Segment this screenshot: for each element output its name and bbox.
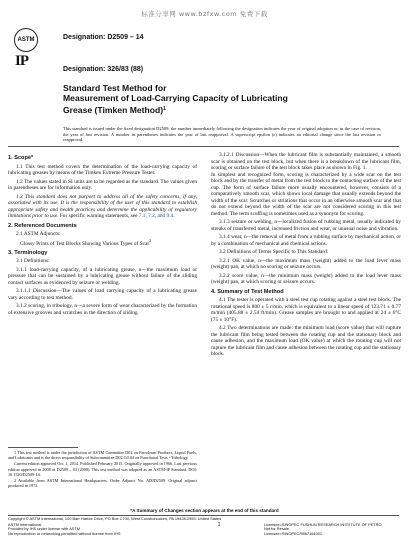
- footer-mid-line-2: Not for Resale: [264, 526, 289, 532]
- ip-designation: Designation: 326/83 (88): [63, 66, 144, 73]
- footer-provider-block: [8, 523, 158, 537]
- summary-of-changes-note: *A Summary of Changes section appears at the end of this standard: [130, 508, 279, 513]
- footer-left-line-3: No reproduction or networking permitted without license from IHS: [8, 530, 121, 536]
- title-line-2: Measurement of Load-Carrying Capacity of Lubricating: [63, 93, 288, 104]
- para-1-3: [8, 194, 197, 220]
- footer-licensee-block: [264, 523, 399, 537]
- para-3-2-1: 3.2.1 OK value, n—the maximum mass (weight) added to the load lever mass (weight) pan, at which no scoring or seizure occurs.: [211, 257, 401, 270]
- watermark: 标准分享网 www.bzfxw.com 免费下载: [141, 10, 268, 18]
- footnote-2: 2 Available from ASTM International Headquarters. Order Adjunct No. ADJD2509. Original adjunct produced in 1972.: [8, 478, 197, 489]
- footer-left-line-1: ASTM International: [8, 521, 42, 527]
- adjunct-text: Glossy Prints of Test Blocks Showing Various Types of Scar: [20, 240, 150, 247]
- footnote-rule: [8, 447, 78, 448]
- title-footnote-mark: 1: [163, 105, 166, 112]
- para-3-1-2-1: 3.1.2.1 Discussion—When the lubricant film is substantially maintained, a smooth scar is obtained on the test block, but when there is a breakdown of the lubricant film, scoring or surface failure of the test block takes place as shown in Fig. 1.: [211, 152, 401, 171]
- para-3-1-4: 3.1.4 wear, n—the removal of metal from a rubbing surface by mechanical action, or by a combination of mechanical and chemical actions.: [211, 234, 401, 247]
- section-4-heading: 4. Summary of Test Method: [211, 288, 284, 295]
- para-1-2: 1.2 The values stated in SI units are to be regarded as the standard. The values given in parentheses are for information only.: [8, 178, 197, 191]
- warning-links[interactable]: 7.1, 7.2, and 9.4.: [138, 213, 175, 219]
- para-1-3-warning: For specific warning statements, see: [59, 213, 138, 219]
- para-4-1: 4.1 The tester is operated with a steel test cup rotating against a steel test block. The rotational speed is 800 ± 5 r/min, which is equivalent to a linear speed of 123.71 ± 0.77 m/min (405.88 ± 2.54 ft/min). Grease samples are brought to and applied at 24 ± 6°C (75 ± 10°F).: [211, 297, 401, 323]
- right-column: [211, 152, 401, 358]
- title-line-1: Standard Test Method for: [63, 83, 167, 93]
- title-line-3: Grease (Timken Method): [63, 104, 164, 115]
- page-number: 1: [217, 521, 221, 528]
- para-3-2-2: 3.2.2 score value, n—the minimum mass (weight) added to the load lever mass (weight) pan, at which scoring or seizure occurs.: [211, 272, 401, 285]
- left-column: [8, 152, 197, 316]
- footer-copyright: Copyright © ASTM International, 100 Barr Harbor Drive, PO Box C700, West Conshohocken, PA 19428-2959. United States: [8, 516, 222, 521]
- adjunct-item: [8, 238, 197, 247]
- header-rule: [8, 146, 399, 147]
- footnote-1: 1 This test method is under the jurisdiction of ASTM Committee D02 on Petroleum Products, Liquid Fuels, and Lubricants and is the direct responsibility of Subcommittee D02.G0.04 on Functional Tests - Tribology.: [8, 450, 197, 461]
- para-1-3-text: 1.3 This standard does not purport to address all of the safety concerns, if any, associated with its use. It is the responsibility of the user of this standard to establish appropriate safety and health practices and determine the applicability of regulatory limitations prior to use.: [8, 193, 197, 219]
- footnotes: [8, 450, 197, 489]
- issue-notice: This standard is issued under the fixed designation D2509; the number immediately following the designation indicates the year of original adoption or, in the case of revision, the year of last revision. A number in parentheses indicates the year of last reapproval. A superscript epsilon (ε) indicates an editorial change since the last revision or reapproval.: [63, 126, 381, 143]
- para-3-1-3: 3.1.3 seizure or welding, n—localized fusion of rubbing metal, usually indicated by streaks of transferred metal, increased friction and wear, or unusual noise and vibration.: [211, 219, 401, 232]
- para-3-1-1: 3.1.1 load-carrying capacity, of a lubricating grease, n—the maximum load or pressure that can be sustained by a lubricating grease without failure of the sliding contact surfaces as evidenced by seizure or welding.: [8, 266, 197, 286]
- para-3-1-2: 3.1.2 scoring, in tribology, n—a severe form of wear characterized by the formation of extensive grooves and scratches in the direction of sliding.: [8, 303, 197, 316]
- document-title: [63, 83, 363, 115]
- footnote-1-edition: Current edition approved Oct. 1, 2014. Published February 2015. Originally approved in 1966. Last previous edition approved in 2008 as D2509 – 03 (2008). This test method was adopted as an ASTM-IP Standard. DOI: 10.1520/D2509-14.: [8, 461, 197, 477]
- footer-mid-line-1: Licensee=SINOPEC FUSHUN RESEARCH INSTITUTE OF PETRO: [264, 521, 382, 527]
- ip-logo: IP: [15, 53, 28, 69]
- para-3-1: 3.1 Definitions:: [16, 258, 50, 265]
- para-1-1: 1.1 This test method covers the determination of the load-carrying capacity of lubricating greases by means of the Timken Extreme Pressure Tester.: [8, 163, 197, 176]
- para-4-2: 4.2 Two determinations are made: the minimum load (score value) that will rupture the lubricant film being tested between the rotating cup and the stationary block and cause adhesion, and the maximum load (OK value) at which the rotating cup will not rupture the lubricant film and cause adhesion between the rotating cup and the stationary block.: [211, 325, 401, 357]
- section-1-heading: 1. Scope*: [8, 155, 34, 161]
- section-3-heading: 3. Terminology: [8, 249, 48, 256]
- footer-left-line-2: Provided by IHS under license with ASTM: [8, 526, 81, 532]
- para-2-1: 2.1 ASTM Adjuncts:: [16, 231, 61, 237]
- para-3-1-1-1: 3.1.1.1 Discussion—The values of load carrying capacity of a lubricating grease vary according to test method.: [8, 288, 197, 301]
- para-3-1-2-1-cont: In simplest and recognized form, scoring is characterized by a wide scar on the test block and by the transfer of metal from the test block to the contacting surface of the test cup. The form of surface failure more usually encountered, however, consists of a comparatively smooth scar, which shows local damage that usually extends beyond the width of the scar. Scratches or striations that occur in an otherwise smooth scar and that do not extend beyond the width of the scar are not considered scoring in this test method. The term scuffing is sometimes used as a synonym for scoring.: [211, 171, 401, 217]
- footer: [8, 517, 399, 539]
- astm-logo: ASTM: [14, 28, 38, 52]
- footer-right-line-1: Licensee=SINOPEC/5967164001: [264, 530, 323, 536]
- astm-designation: Designation: D2509 – 14: [63, 34, 144, 41]
- adjunct-footnote-mark: 2: [149, 237, 152, 243]
- section-2-heading: 2. Referenced Documents: [8, 222, 77, 229]
- para-3-2: 3.2 Definitions of Terms Specific to This Standard:: [219, 249, 329, 255]
